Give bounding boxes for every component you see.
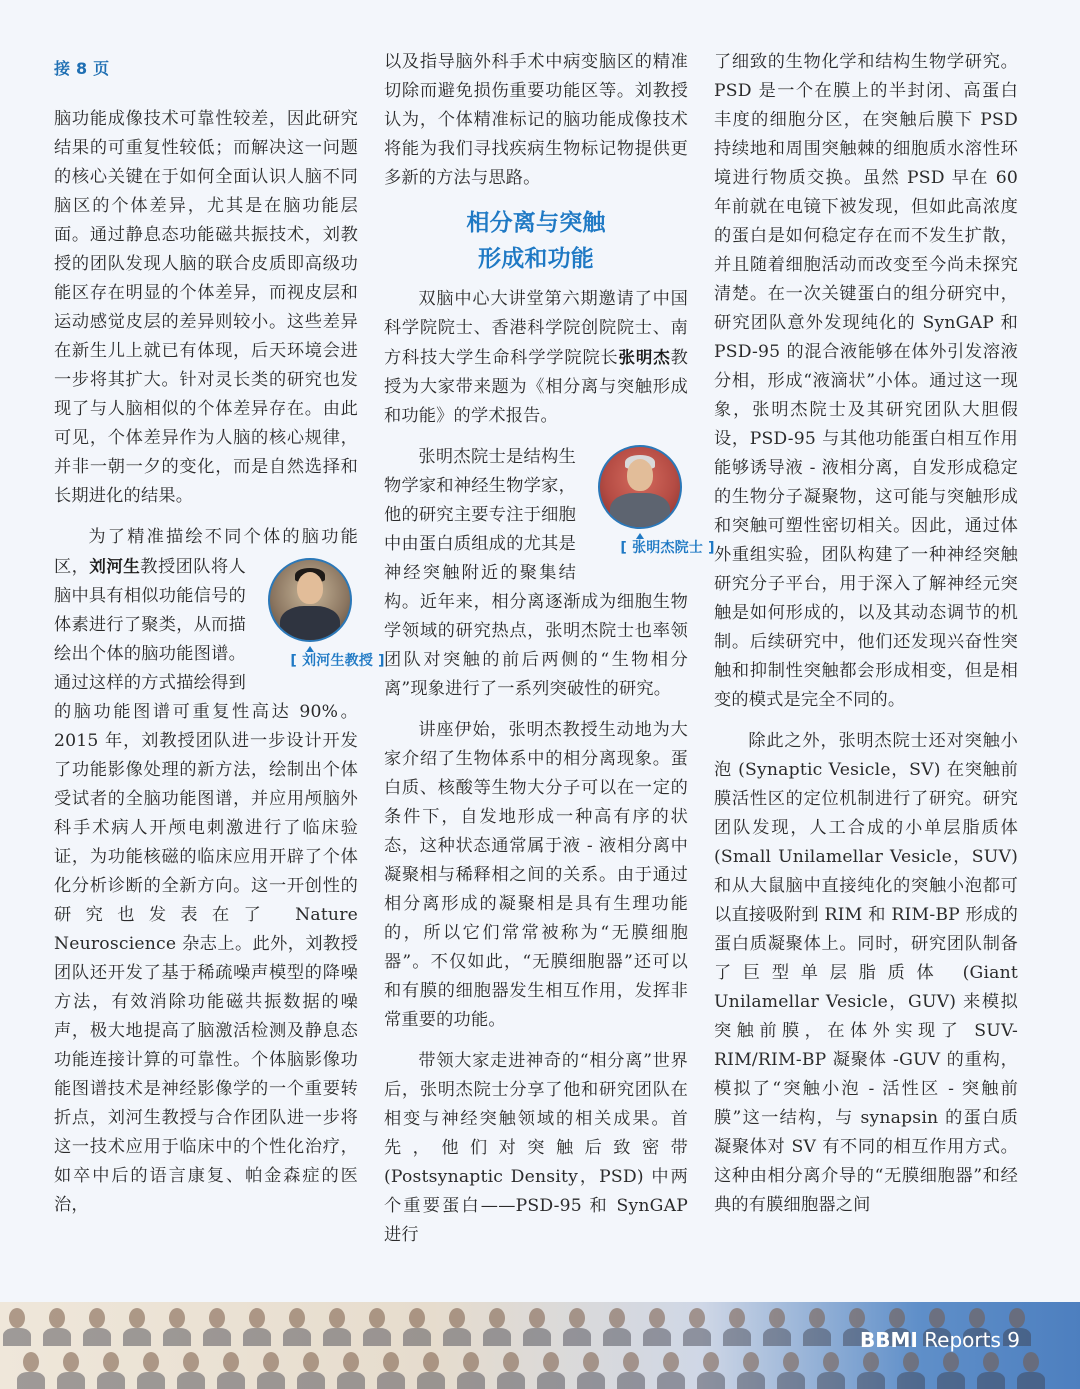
portrait-thumbnail [800, 1304, 834, 1344]
portrait-thumbnail [440, 1304, 474, 1344]
footer-page-label [860, 1328, 1020, 1352]
paragraph: 脑功能成像技术可靠性较差，因此研究结果的可重复性较低；而解决这一问题的核心关键在于如何全面认识人脑不同脑区的个体差异，尤其是在脑功能层面。通过静息态功能磁共振技术，刘教授的团队发现人脑的联合皮质即高级功能区存在明显的个体差异，而视皮层和运动感觉皮层的差异则较小。这些差异在新生儿上就已有体现，后天环境会进一步将其扩大。针对灵长类的研究也发现了与人脑相似的个体差异存在。由此可见，个体差异作为人脑的核心规律，并非一朝一夕的变化，而是自然选择和长期进化的结果。 [54, 109, 358, 506]
portrait-thumbnail [814, 1348, 848, 1388]
portrait-figure [256, 558, 385, 670]
person-name: 刘河生 [89, 557, 141, 576]
portrait-thumbnail [680, 1304, 714, 1344]
portrait-strip [0, 1346, 1080, 1389]
portrait-thumbnail [280, 1304, 314, 1344]
portrait-thumbnail [694, 1348, 728, 1388]
portrait-thumbnail [160, 1304, 194, 1344]
portrait-thumbnail [360, 1304, 394, 1344]
portrait-thumbnail [400, 1304, 434, 1344]
portrait-thumbnail [520, 1304, 554, 1344]
portrait-thumbnail [720, 1304, 754, 1344]
column-2 [384, 48, 715, 1262]
portrait-thumbnail [574, 1348, 608, 1388]
paragraph: [ 张明杰院士 ] 张明杰院士是结构生物学家和神经生物学家，他的研究主要专注于细胞中由蛋白质组成的尤其是神经突触附近的聚集结构。近年来，相分离逐渐成为细胞生物学领域的研究热点，张明杰院士也率领团队对突触的前后两侧的“生物相分离”现象进行了一系列突破性的研究。 [384, 447, 715, 699]
portrait-thumbnail [14, 1348, 48, 1388]
portrait-thumbnail [414, 1348, 448, 1388]
portrait-thumbnail [374, 1348, 408, 1388]
portrait-thumbnail [214, 1348, 248, 1388]
portrait-thumbnail [934, 1348, 968, 1388]
paragraph: 双脑中心大讲堂第六期邀请了中国科学院院士、香港科学院创院院士、南方科技大学生命科学学院院长张明杰教授为大家带来题为《相分离与突触形成和功能》的学术报告。 [384, 289, 688, 426]
portrait-thumbnail [494, 1348, 528, 1388]
portrait-thumbnail [534, 1348, 568, 1388]
portrait-thumbnail [640, 1304, 674, 1344]
portrait-thumbnail [974, 1348, 1008, 1388]
paragraph: 以及指导脑外科手术中病变脑区的精准切除而避免损伤重要功能区等。刘教授认为，个体精准标记的脑功能成像技术将能为我们寻找疾病生物标记物提供更多新的方法与思路。 [384, 52, 688, 188]
portrait-thumbnail [760, 1304, 794, 1344]
portrait-thumbnail [560, 1304, 594, 1344]
portrait-caption: [ 刘河生教授 ] [290, 653, 385, 669]
portrait-figure [586, 445, 715, 557]
portrait-photo [268, 558, 352, 642]
portrait-thumbnail [1014, 1348, 1048, 1388]
portrait-thumbnail [894, 1348, 928, 1388]
portrait-thumbnail [200, 1304, 234, 1344]
portrait-thumbnail [254, 1348, 288, 1388]
paragraph [54, 523, 385, 1220]
portrait-thumbnail [40, 1304, 74, 1344]
continued-from-label: 接 8 页 [54, 59, 110, 78]
portrait-thumbnail [854, 1348, 888, 1388]
paragraph-text: [ 刘河生教授 ] 教授团队将人脑中具有相似功能信号的体素进行了聚类，从而描绘出个体的脑功能图谱。通过这样的方式描绘得到的脑功能图谱可重复性高达 90%。2015 年，刘教授团队进一步设计开发了功能影像处理的新方法，绘制出个体受试者的全脑功能图谱，并应用颅脑外科手术病人开颅电刺激进行了临床验证，为功能核磁的临床应用开辟了个体化分析诊断的全新方向。这一开创性的研究也发表在了 Nature Neuroscience 杂志上。此外，刘教授团队还开发了基于稀疏噪声模型的降噪方法，有效消除功能磁共振数据的噪声，极大地提高了脑激活检测及静息态功能连接计算的可靠性。个体脑影像功能图谱技术是神经影像学的一个重要转折点，刘河生教授与合作团队进一步将这一技术应用于临床中的个性化治疗，如卒中后的语言康复、帕金森症的医治， [54, 557, 385, 1215]
portrait-thumbnail [734, 1348, 768, 1388]
footer-brand: BBMI [859, 1328, 918, 1352]
portrait-thumbnail [480, 1304, 514, 1344]
portrait-thumbnail [294, 1348, 328, 1388]
paragraph-lead: 为了精准描绘不同个体的脑功能区， [54, 527, 358, 577]
person-name: 张明杰 [618, 348, 671, 367]
portrait-thumbnail [654, 1348, 688, 1388]
paragraph: 了细致的生物化学和结构生物学研究。PSD 是一个在膜上的半封闭、高蛋白丰度的细胞分区，在突触后膜下 PSD 持续地和周围突触棘的细胞质水溶性环境进行物质交换。虽然 PSD 早在 60 年前就在电镜下被发现，但如此高浓度的蛋白是如何稳定存在而不发生扩散，并且随着细胞活动而改变至今尚未探究清楚。在一次关键蛋白的组分研究中，研究团队意外发现纯化的 SynGAP 和 PSD-95 的混合液能够在体外引发溶液分相，形成“液滴状”小体。通过这一现象，张明杰院士及其研究团队大胆假设，PSD-95 与其他功能蛋白相互作用能够诱导液 - 液相分离，自发形成稳定的生物分子凝聚物，这可能与突触形成和突触可塑性密切相关。因此，通过体外重组实验，团队构建了一种神经突触研究分子平台，用于深入了解神经元突触是如何形成的，以及其动态调节的机制。后续研究中，他们还发现兴奋性突触和抑制性突触都会形成相变，但是相变的模式是完全不同的。 [714, 52, 1018, 710]
column-1 [54, 48, 385, 1232]
footer-page-number: Reports 9 [924, 1328, 1020, 1352]
portrait-thumbnail [0, 1304, 34, 1344]
footer-banner [0, 1302, 1080, 1389]
portrait-thumbnail [134, 1348, 168, 1388]
paragraph: 讲座伊始，张明杰教授生动地为大家介绍了生物体系中的相分离现象。蛋白质、核酸等生物大分子可以在一定的条件下，自发地形成一种高有序的状态，这种状态通常属于液 - 液相分离中凝聚相与稀释相之间的关系。由于通过相分离形成的凝聚相是具有生理功能的，所以它们常常被称为“无膜细胞器”。不仅如此，“无膜细胞器”还可以和有膜的细胞器发生相互作用，发挥非常重要的功能。 [384, 720, 688, 1030]
portrait-thumbnail [54, 1348, 88, 1388]
portrait-thumbnail [334, 1348, 368, 1388]
portrait-thumbnail [774, 1348, 808, 1388]
portrait-thumbnail [454, 1348, 488, 1388]
paragraph: 除此之外，张明杰院士还对突触小泡 (Synaptic Vesicle，SV) 在突触前膜活性区的定位机制进行了研究。研究团队发现，人工合成的小单层脂质体 (Small Unilamellar Vesicle，SUV) 和从大鼠脑中直接纯化的突触小泡都可以直接吸附到 RIM 和 RIM-BP 形成的蛋白质凝聚体上。同时，研究团队制备了巨型单层脂质体 (Giant Unilamellar Vesicle，GUV) 来模拟突触前膜，在体外实现了 SUV-RIM/RIM-BP 凝聚体 -GUV 的重构，模拟了“突触小泡 - 活性区 - 突触前膜”这一结构，与 synapsin 的蛋白质凝聚体对 SV 有不同的相互作用方式。这种由相分离介导的“无膜细胞器”和经典的有膜细胞器之间 [714, 731, 1018, 1215]
column-3 [714, 48, 1018, 1232]
portrait-thumbnail [240, 1304, 274, 1344]
portrait-thumbnail [600, 1304, 634, 1344]
portrait-thumbnail [174, 1348, 208, 1388]
portrait-thumbnail [320, 1304, 354, 1344]
portrait-thumbnail [94, 1348, 128, 1388]
portrait-caption: [ 张明杰院士 ] [620, 540, 715, 556]
portrait-thumbnail [614, 1348, 648, 1388]
portrait-photo [598, 445, 682, 529]
paragraph: 带领大家走进神奇的“相分离”世界后，张明杰院士分享了他和研究团队在相变与神经突触领域的相关成果。首先，他们对突触后致密带 (Postsynaptic Density，PSD) 中两个重要蛋白——PSD-95 和 SynGAP 进行 [384, 1051, 688, 1245]
section-title: 相分离与突触 形成和功能 [466, 210, 606, 272]
portrait-thumbnail [80, 1304, 114, 1344]
portrait-thumbnail [120, 1304, 154, 1344]
